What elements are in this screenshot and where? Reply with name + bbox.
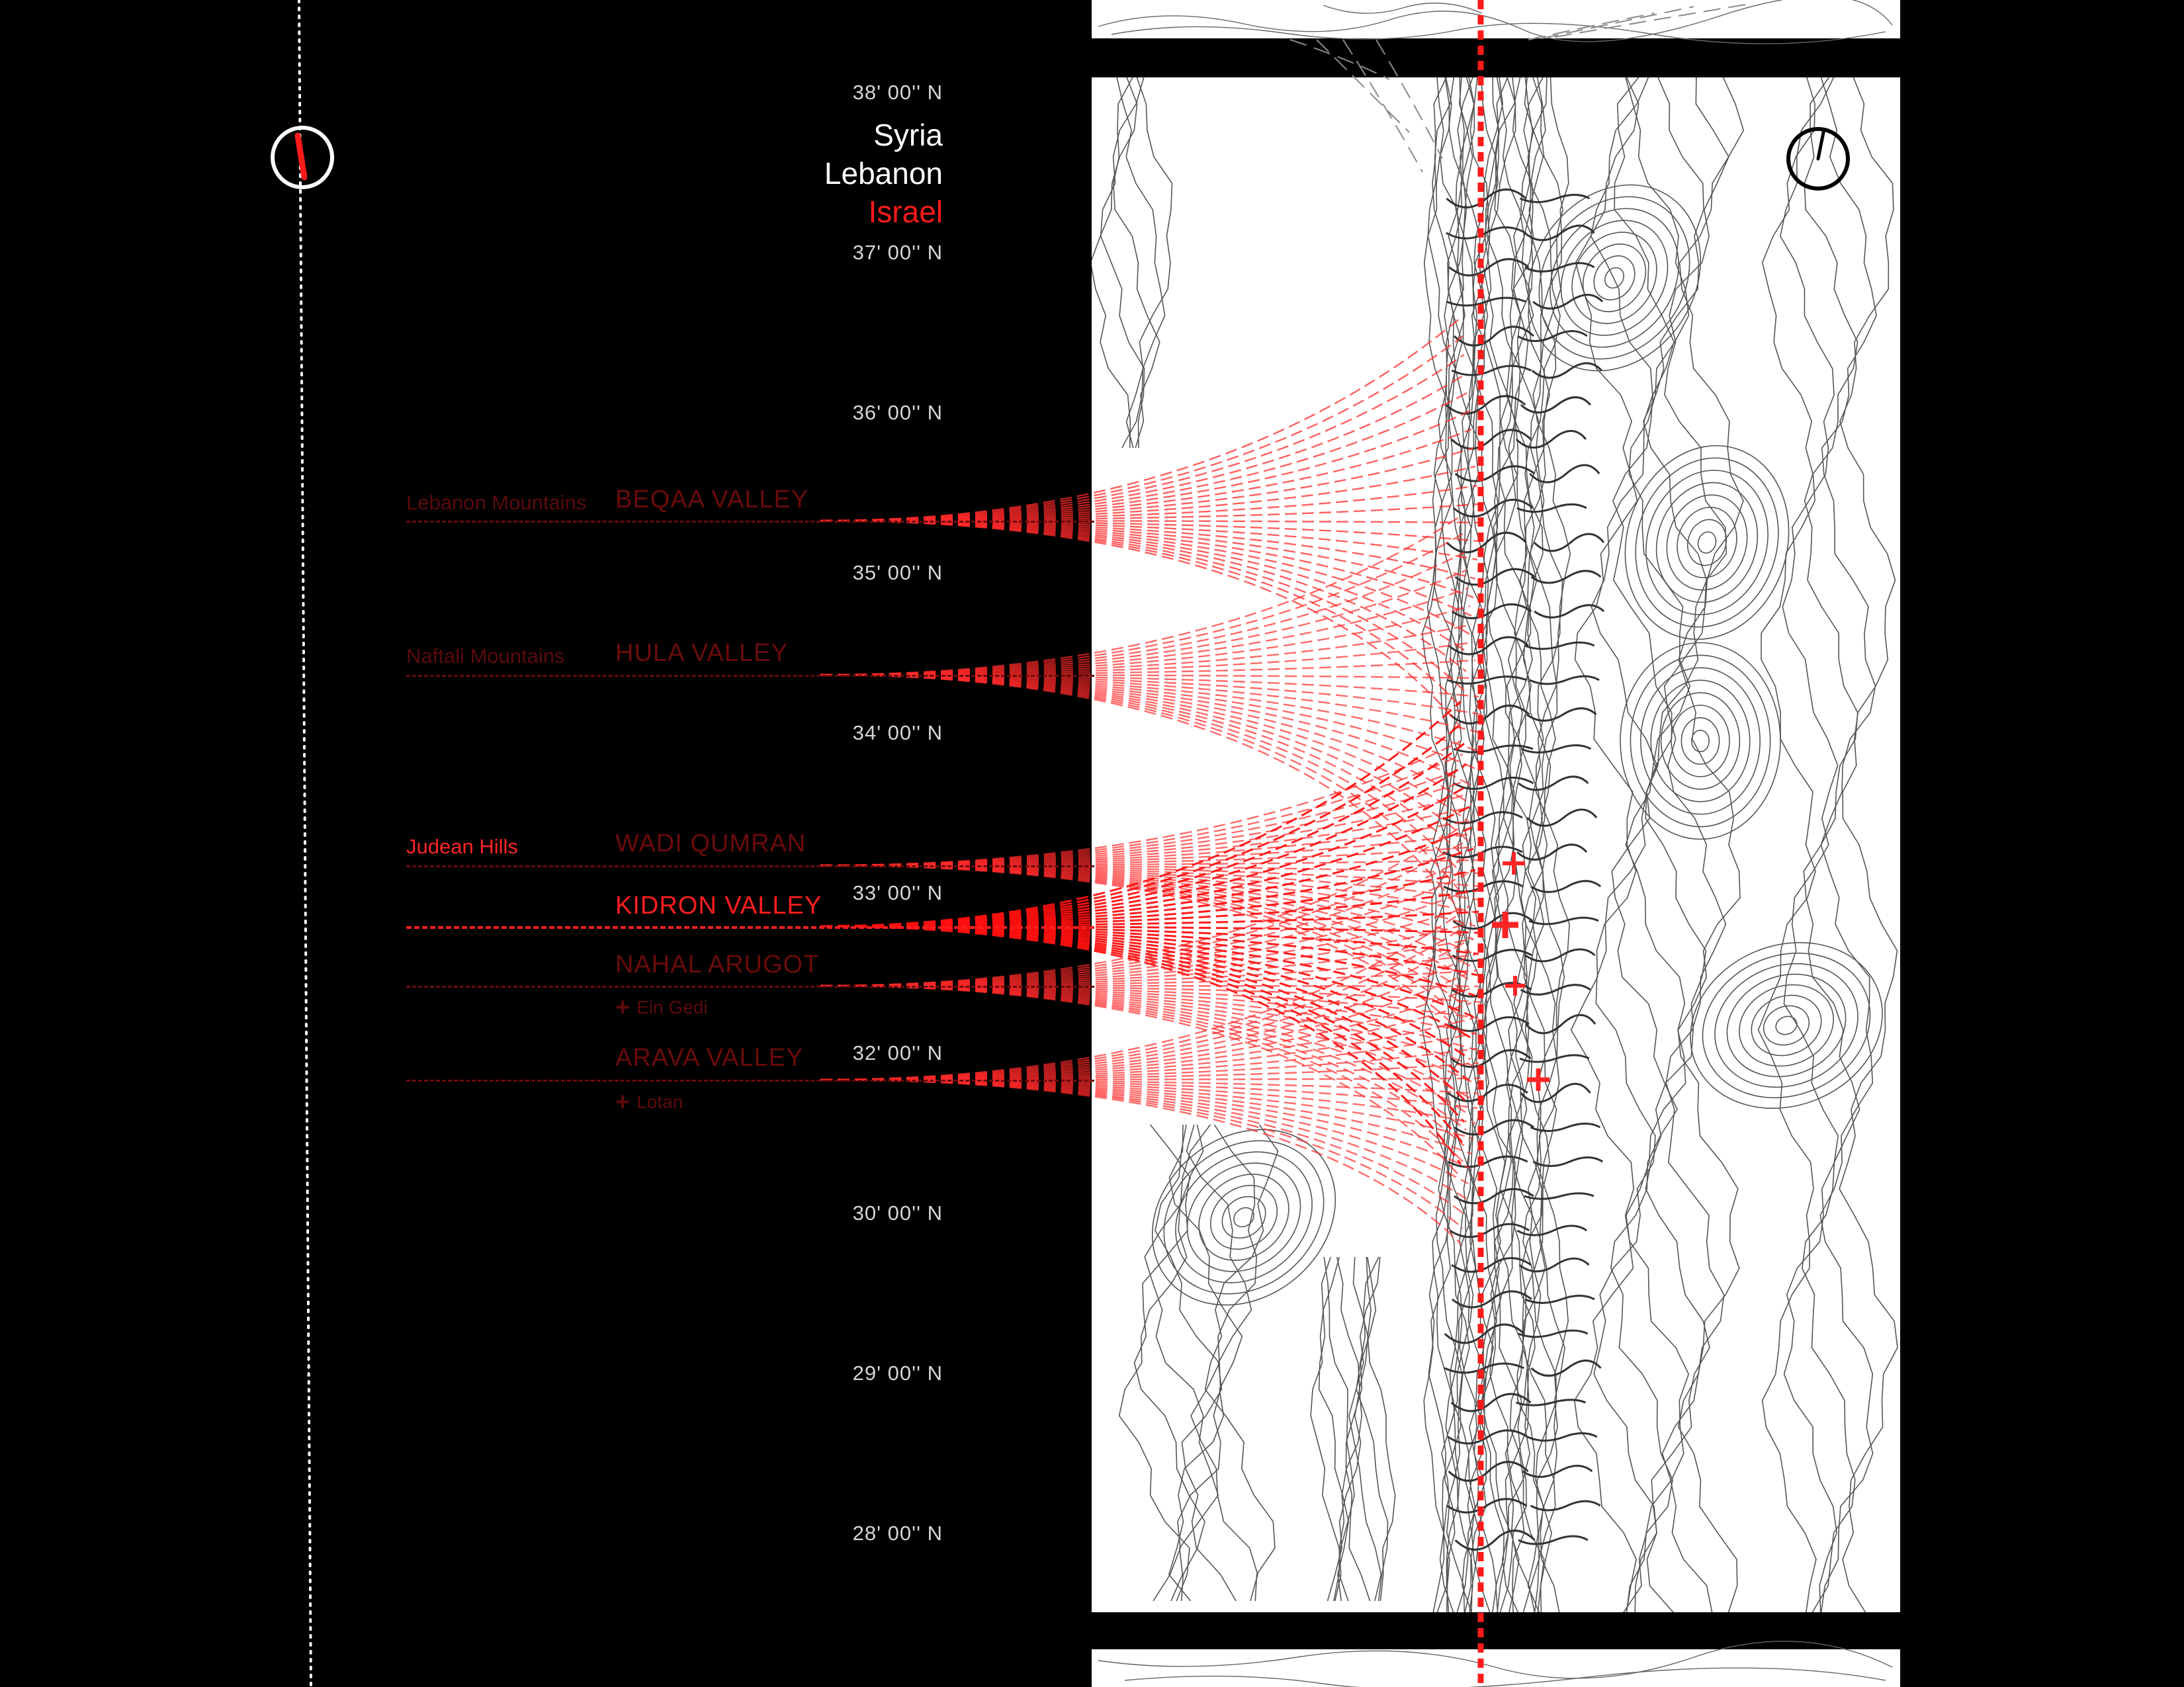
valley-beqaa[interactable]: BEQAA VALLEY [615, 486, 809, 513]
valley-arava[interactable]: ARAVA VALLEY [615, 1044, 804, 1072]
valley-nahal-arugot[interactable]: NAHAL ARUGOT [615, 951, 820, 978]
region-judean-hills: Judean Hills [406, 835, 518, 858]
guide-line-hula [406, 675, 1094, 677]
latitude-label-28: 28' 00'' N [852, 1522, 943, 1545]
map-bottom-strip [1092, 1649, 1900, 1687]
region-lebanon-mountains: Lebanon Mountains [406, 491, 587, 514]
valley-wadi-qumran[interactable]: WADI QUMRAN [615, 830, 807, 857]
site-ein-gedi[interactable] [615, 994, 708, 1022]
guide-line-kidron [406, 926, 1094, 929]
timeline-track [299, 0, 311, 1687]
guide-line-arava [406, 1080, 1094, 1082]
guide-line-nahal-arugot [406, 986, 1094, 988]
country-syria[interactable]: Syria [873, 118, 943, 152]
circle-dial-icon[interactable] [273, 128, 332, 187]
site-ein-gedi-label: Ein Gedi [636, 997, 708, 1017]
guide-line-beqaa [406, 521, 1094, 523]
latitude-label-33: 33' 00'' N [852, 881, 943, 904]
valley-hula[interactable]: HULA VALLEY [615, 639, 789, 667]
plus-icon: + [615, 1088, 631, 1116]
country-lebanon[interactable]: Lebanon [824, 156, 943, 191]
latitude-label-35: 35' 00'' N [852, 561, 943, 584]
valley-kidron[interactable]: KIDRON VALLEY [615, 892, 822, 920]
latitude-label-38: 38' 00'' N [852, 81, 943, 104]
latitude-label-34: 34' 00'' N [852, 721, 943, 744]
latitude-label-30: 30' 00'' N [852, 1201, 943, 1225]
latitude-label-32: 32' 00'' N [852, 1041, 943, 1064]
region-naftali-mountains: Naftali Mountains [406, 644, 565, 668]
site-lotan-label: Lotan [636, 1092, 683, 1112]
country-israel[interactable]: Israel [868, 195, 943, 229]
latitude-label-36: 36' 00'' N [852, 401, 943, 424]
latitude-label-37: 37' 00'' N [852, 241, 943, 264]
site-lotan[interactable] [615, 1088, 683, 1117]
guide-line-wadi-qumran [406, 865, 1094, 867]
plus-icon: + [615, 994, 631, 1021]
latitude-label-29: 29' 00'' N [852, 1362, 943, 1385]
